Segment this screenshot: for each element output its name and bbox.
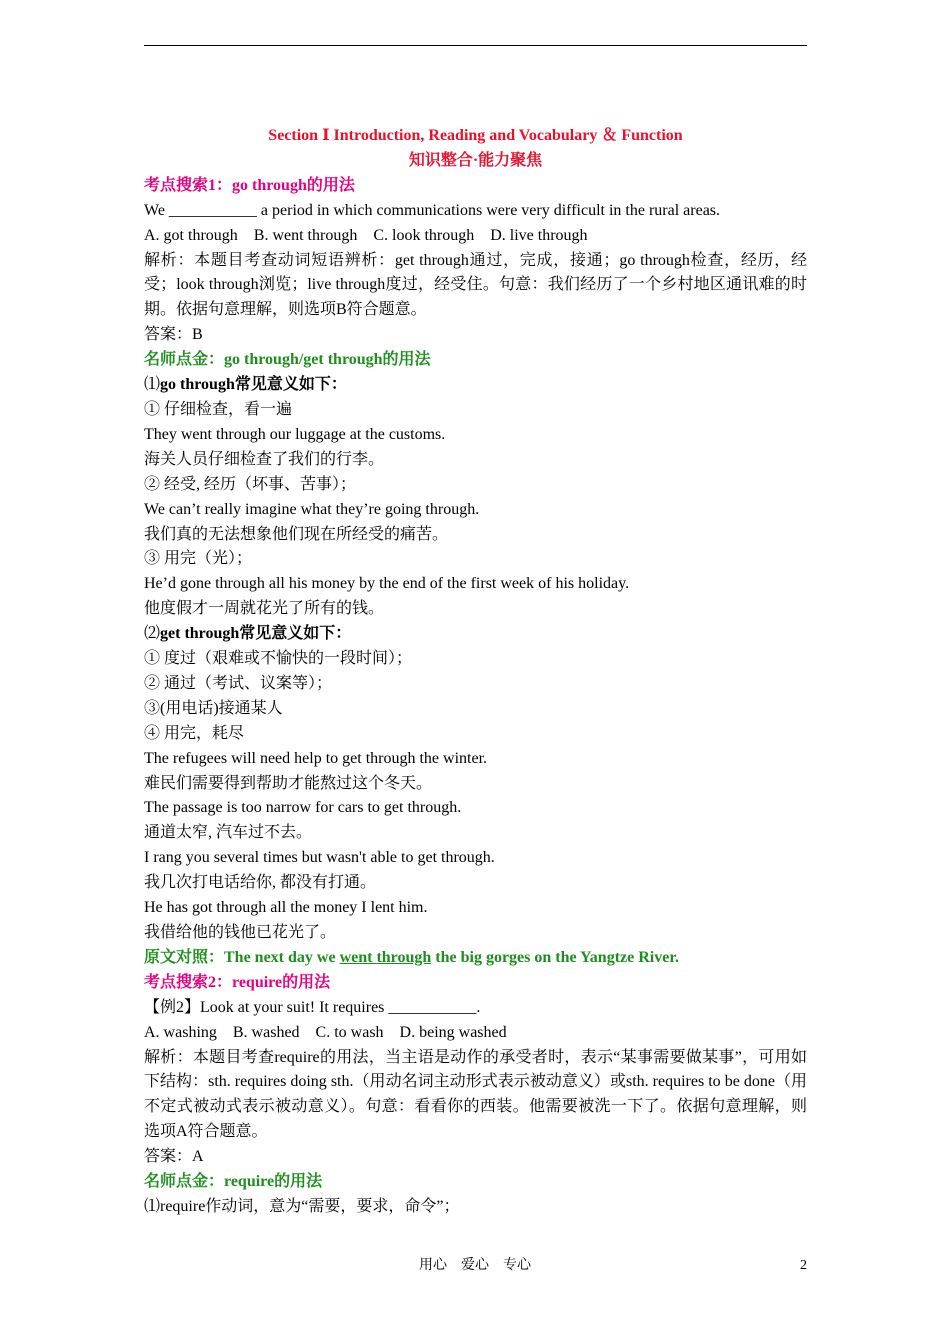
kd2-answer: 答案：A [144, 1148, 204, 1166]
example-2-zh: 通道太窄, 汽车过不去。 [144, 824, 313, 842]
kd1-analysis: 解析：本题目考查动词短语辨析：get through通过，完成，接通；go through检查，经历，经受；look through浏览；live through度过，经受住。句意：我们经历了一个乡村地区通讯难的时期。依据句意理解，则选项B符合题意。 [144, 251, 807, 319]
kd1-sub2 [144, 622, 807, 647]
meaning-3: ③ 用完（光）； [144, 550, 253, 568]
original-text-post: the big gorges on the Yangtze River. [431, 948, 679, 966]
kd2-tip-heading: 名师点金：require的用法 [144, 1173, 323, 1191]
get-meaning-4: ④ 用完，耗尽 [144, 724, 245, 742]
section-subtitle: 知识整合·能力聚焦 [408, 151, 543, 169]
kd2-sub1: ⑴require作动词，意为“需要，要求，命令”； [144, 1197, 460, 1215]
kd1-tip-heading: 名师点金：go through/get through的用法 [144, 351, 431, 369]
document-body [144, 124, 807, 1220]
kd1-sub1-prefix: ⑴ [144, 376, 161, 394]
kd2-analysis: 解析：本题目考查require的用法，当主语是动作的承受者时，表示“某事需要做某事”，可用如下结构：sth. requires doing sth.（用动名词主动形式表示被动意义）或sth. requires to be done（用不定式被动式表示被动意义）。句意：看看你的西装。他需要被洗一下了。依据句意理解，则选项A符合题意。 [144, 1048, 807, 1141]
kd2-heading: 考点搜索2：require的用法 [144, 973, 331, 991]
header-rule [144, 45, 807, 46]
kd1-sub2-prefix: ⑵ [144, 625, 161, 643]
example-4-zh: 我借给他的钱他已花光了。 [144, 924, 337, 941]
original-text-pre: 原文对照：The next day we [144, 948, 340, 966]
page-number: 2 [800, 1258, 807, 1273]
kd1-options: A. got through B. went through C. look through D. live through [144, 226, 588, 244]
meaning-1-en: They went through our luggage at the customs. [144, 425, 446, 443]
example-4-en: He has got through all the money I lent him. [144, 899, 428, 917]
kd2-options: A. washing B. washed C. to wash D. being washed [144, 1023, 507, 1041]
get-meaning-1: ① 度过（艰难或不愉快的一段时间）； [144, 650, 413, 668]
meaning-1-zh: 海关人员仔细检查了我们的行李。 [144, 450, 385, 468]
meaning-2-en: We can’t really imagine what they’re going through. [144, 500, 480, 518]
example-3-en: I rang you several times but wasn't able to get through. [144, 849, 495, 867]
footer-motto: 用心 爱心 专心 [419, 1258, 531, 1273]
section-title: Section Ⅰ Introduction, Reading and Vocabulary ＆ Function [268, 127, 683, 144]
meaning-3-en: He’d gone through all his money by the end of the first week of his holiday. [144, 575, 630, 593]
original-text [144, 946, 807, 971]
original-text-underlined: went through [339, 948, 432, 966]
meaning-1: ① 仔细检查，看一遍 [144, 400, 293, 418]
kd1-heading: 考点搜索1：go through的用法 [144, 176, 355, 194]
kd2-question: 【例2】Look at your suit! It requires ___________. [144, 998, 481, 1016]
example-2-en: The passage is too narrow for cars to get through. [144, 799, 462, 817]
example-3-zh: 我几次打电话给你, 都没有打通。 [144, 874, 377, 892]
kd1-sub1-text: go through常见意义如下： [160, 376, 347, 394]
kd1-answer: 答案：B [144, 326, 203, 344]
get-meaning-2: ② 通过（考试、议案等）； [144, 674, 333, 692]
example-1-en: The refugees will need help to get through the winter. [144, 749, 488, 767]
example-1-zh: 难民们需要得到帮助才能熬过这个冬天。 [144, 774, 433, 792]
kd1-sub1 [144, 373, 807, 398]
meaning-2-zh: 我们真的无法想象他们现在所经受的痛苦。 [144, 525, 449, 543]
get-meaning-3: ③(用电话)接通某人 [144, 699, 283, 717]
kd1-question: We ___________ a period in which communications were very difficult in the rural areas. [144, 201, 721, 219]
meaning-3-zh: 他度假才一周就花光了所有的钱。 [144, 600, 385, 618]
kd1-sub2-text: get through常见意义如下： [160, 625, 352, 643]
meaning-2: ② 经受, 经历（坏事、苦事）； [144, 475, 357, 493]
